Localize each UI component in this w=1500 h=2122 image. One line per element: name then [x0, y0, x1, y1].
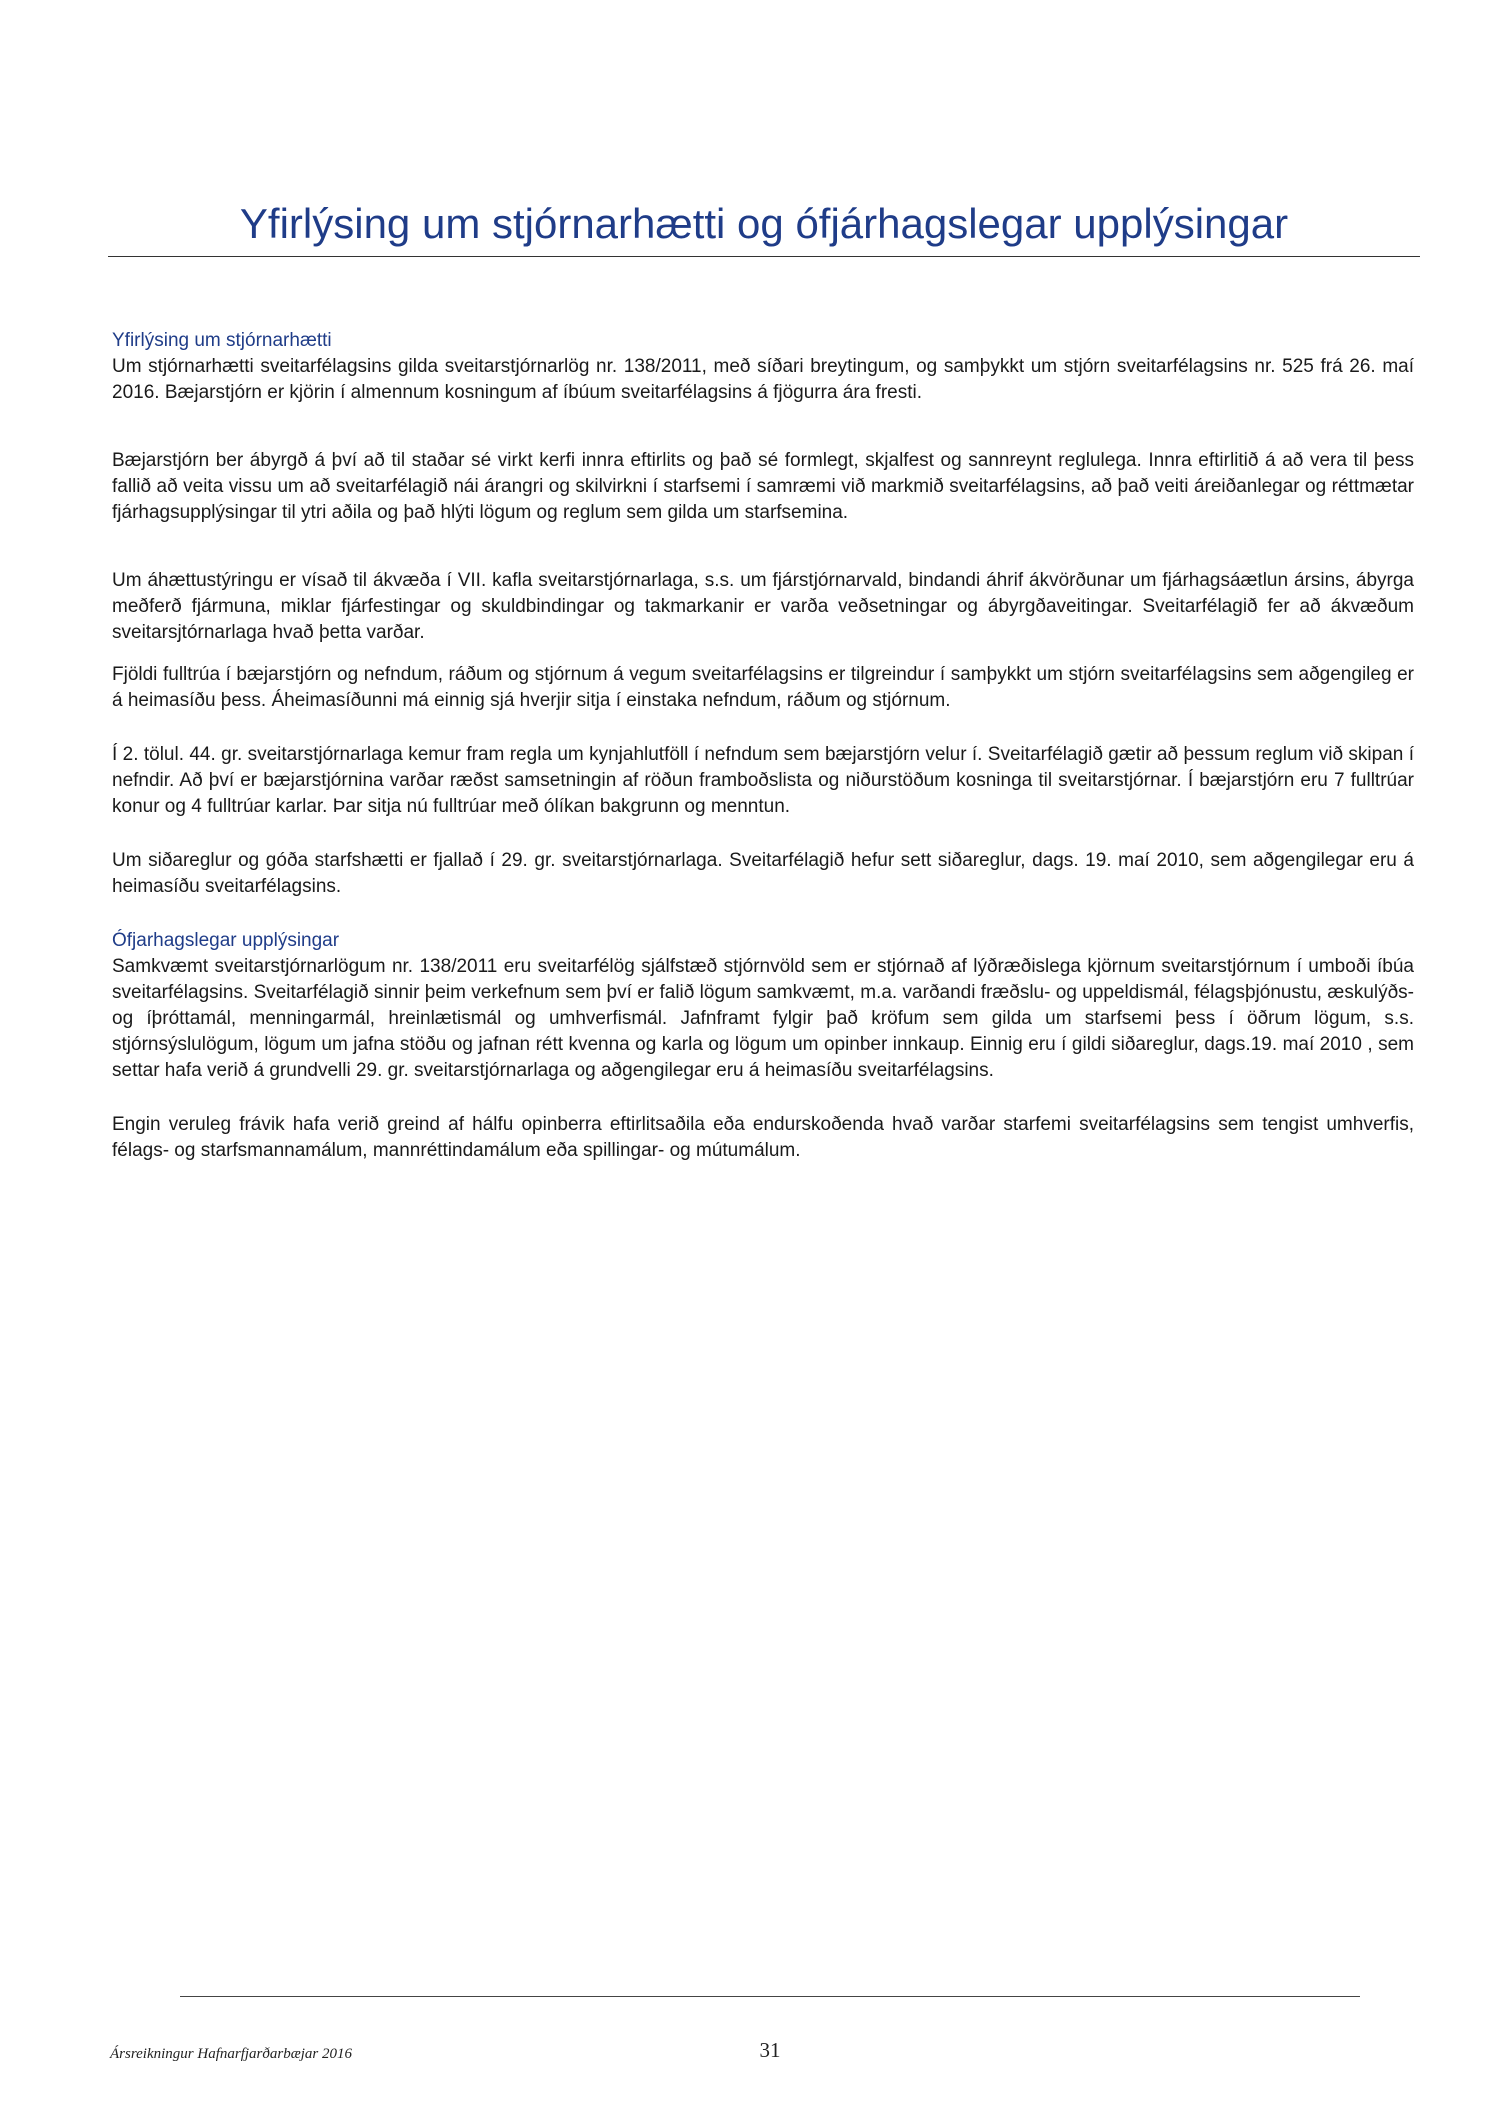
section-heading-nonfinancial: Ófjarhagslegar upplýsingar	[112, 930, 340, 951]
paragraph-gender-ratio: Í 2. tölul. 44. gr. sveitarstjórnarlaga kemur fram regla um kynjahlutföll í nefndum sem bæjarstjórn velur í. Sveitarfélagið gætir að þessum reglum við skipan í nefndir. Að því er bæjarstjórnina varðar ræðst samsetningin af röðun framboðslista og niðurstöðum kosninga til sveitarstjórnar. Í bæjarstjórn eru 7 fulltrúar konur og 4 fulltrúar karlar. Þar sitja nú fulltrúar með ólíkan bakgrunn og menntun.	[112, 744, 1414, 817]
document-body	[112, 328, 1414, 1164]
page-title: Yfirlýsing um stjórnarhætti og ófjárhagslegar upplýsingar	[239, 200, 1289, 247]
paragraph-representatives: Fjöldi fulltrúa í bæjarstjórn og nefndum, ráðum og stjórnum á vegum sveitarfélagsins er tilgreindur í samþykkt um stjórn sveitarfélagsins sem aðgengileg er á heimasíðu þess. Áheimasíðunni má einnig sjá hverjir sitja í einstaka nefndum, ráðum og stjórnum.	[112, 664, 1414, 711]
paragraph-ethics: Um siðareglur og góða starfshætti er fjallað í 29. gr. sveitarstjórnarlaga. Sveitarfélagið hefur sett siðareglur, dags. 19. maí 2010, sem aðgengilegar eru á heimasíðu sveitarfélagsins.	[112, 850, 1414, 897]
footer-divider	[180, 1996, 1360, 1997]
footer-report-name: Ársreikningur Hafnarfjarðarbæjar 2016	[110, 2046, 352, 2062]
section-heading-governance: Yfirlýsing um stjórnarhætti	[112, 330, 332, 351]
title-divider	[108, 256, 1420, 257]
paragraph-risk-management: Um áhættustýringu er vísað til ákvæða í VII. kafla sveitarstjórnarlaga, s.s. um fjárstjórnarvald, bindandi áhrif ákvörðunar um fjárhagsáætlun ársins, ábyrga meðferð fjármuna, miklar fjárfestingar og skuldbindingar og takmarkanir er varða veðsetningar og ábyrgðaveitingar. Sveitarfélagið fer að ákvæðum sveitarsjtórnarlaga hvað þetta varðar.	[112, 570, 1414, 643]
paragraph-no-deviations: Engin veruleg frávik hafa verið greind af hálfu opinberra eftirlitsaðila eða endurskoðenda hvað varðar starfemi sveitarfélagsins sem tengist umhverfis, félags- og starfsmannamálum, mannréttindamálum eða spillingar- og mútumálum.	[112, 1114, 1414, 1161]
paragraph-nonfinancial-duties: Samkvæmt sveitarstjórnarlögum nr. 138/2011 eru sveitarfélög sjálfstæð stjórnvöld sem er stjórnað af lýðræðislega kjörnum sveitarstjórnum í umboði íbúa sveitarfélagsins. Sveitarfélagið sinnir þeim verkefnum sem því er falið lögum samkvæmt, m.a. varðandi fræðslu- og uppeldismál, félagsþjónustu, æskulýðs- og íþróttamál, menningarmál, hreinlætismál og umhverfismál. Jafnframt fylgir það kröfum sem gilda um starfsemi þess í öðrum lögum, s.s. stjórnsýslulögum, lögum um jafna stöðu og jafnan rétt kvenna og karla og lögum um opinber innkaup. Einnig eru í gildi siðareglur, dags.19. maí 2010 , sem settar hafa verið á grundvelli 29. gr. sveitarstjórnarlaga og aðgengilegar eru á heimasíðu sveitarfélagsins.	[112, 956, 1414, 1081]
paragraph-governance-laws: Um stjórnarhætti sveitarfélagsins gilda sveitarstjórnarlög nr. 138/2011, með síðari breytingum, og samþykkt um stjórn sveitarfélagsins nr. 525 frá 26. maí 2016. Bæjarstjórn er kjörin í almennum kosningum af íbúum sveitarfélagsins á fjögurra ára fresti.	[112, 356, 1414, 403]
page-number: 31	[759, 2038, 781, 2062]
paragraph-internal-control: Bæjarstjórn ber ábyrgð á því að til staðar sé virkt kerfi innra eftirlits og það sé formlegt, skjalfest og sannreynt reglulega. Innra eftirlitið á að vera til þess fallið að veita vissu um að sveitarfélagið nái árangri og skilvirkni í starfsemi í samræmi við markmið sveitarfélagsins, að það veiti áreiðanlegar og réttmætar fjárhagsupplýsingar til ytri aðila og það hlýti lögum og reglum sem gilda um starfsemina.	[112, 450, 1414, 523]
